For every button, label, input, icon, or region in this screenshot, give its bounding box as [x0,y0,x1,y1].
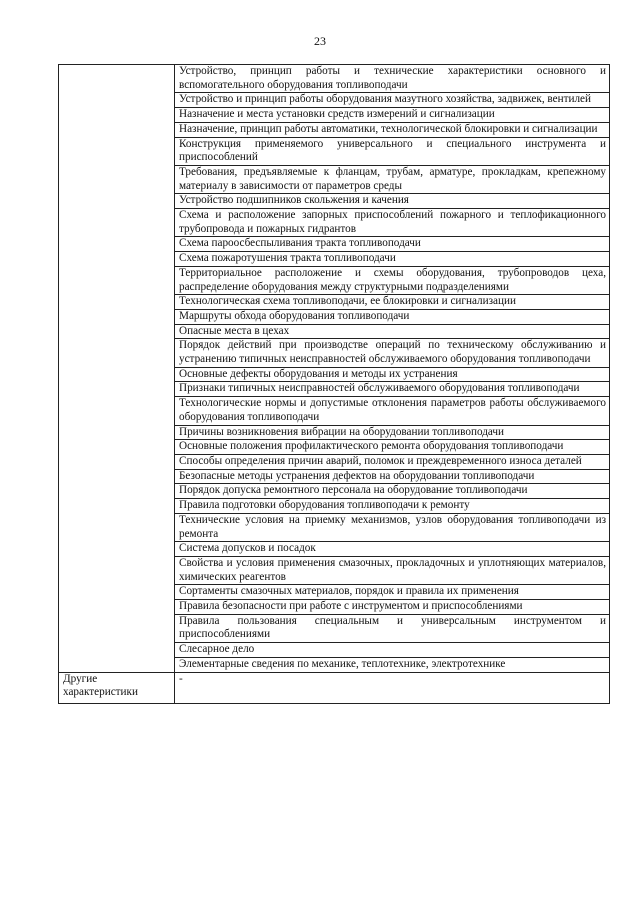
requirements-table-body [59,65,610,673]
table-cell-item: Признаки типичных неисправностей обслуживаемого оборудования топливоподачи [175,382,610,397]
table-cell-item: Система допусков и посадок [175,542,610,557]
other-characteristics-value: - [175,672,610,703]
table-cell-item: Правила пользования специальным и универсальным инструментом и приспособлениями [175,614,610,642]
table-cell-item: Маршруты обхода оборудования топливоподачи [175,309,610,324]
table-cell-item: Слесарное дело [175,643,610,658]
table-cell-item: Порядок допуска ремонтного персонала на оборудование топливоподачи [175,484,610,499]
table-cell-item: Схема и расположение запорных приспособлений пожарного и теплофикационного трубопровода и пожарных гидрантов [175,209,610,237]
table-cell-item: Схема пожаротушения тракта топливоподачи [175,252,610,267]
table-row-other [59,672,610,703]
table-cell-item: Назначение и места установки средств измерений и сигнализации [175,108,610,123]
table-cell-item: Основные положения профилактического ремонта оборудования топливоподачи [175,440,610,455]
page-number: 23 [314,34,326,48]
table-cell-item: Конструкция применяемого универсального и специального инструмента и приспособлений [175,137,610,165]
table-cell-item: Устройство подшипников скольжения и качения [175,194,610,209]
table-cell-item: Технологические нормы и допустимые отклонения параметров работы обслуживаемого оборудования топливоподачи [175,397,610,425]
other-characteristics-label: Другие характеристики [59,672,175,703]
table-cell-item: Порядок действий при производстве операций по техническому обслуживанию и устранению типичных неисправностей обслуживаемого оборудования топливоподачи [175,339,610,367]
table-cell-item: Основные дефекты оборудования и методы их устранения [175,367,610,382]
table-cell-item: Сортаменты смазочных материалов, порядок и правила их применения [175,585,610,600]
table-cell-item: Требования, предъявляемые к фланцам, трубам, арматуре, прокладкам, крепежному материалу в зависимости от параметров среды [175,165,610,193]
table-cell-item: Технологическая схема топливоподачи, ее блокировки и сигнализации [175,295,610,310]
table-cell-item: Способы определения причин аварий, поломок и преждевременного износа деталей [175,454,610,469]
table-cell-item: Устройство и принцип работы оборудования мазутного хозяйства, задвижек, вентилей [175,93,610,108]
table-cell-item: Назначение, принцип работы автоматики, технологической блокировки и сигнализации [175,122,610,137]
table-cell-item: Свойства и условия применения смазочных, прокладочных и уплотняющих материалов, химических реагентов [175,556,610,584]
table-cell-item: Устройство, принцип работы и технические характеристики основного и вспомогательного оборудования топливоподачи [175,65,610,93]
table-cell-item: Опасные места в цехах [175,324,610,339]
table-cell-item: Правила подготовки оборудования топливоподачи к ремонту [175,499,610,514]
table-cell-item: Технические условия на приемку механизмов, узлов оборудования топливоподачи из ремонта [175,513,610,541]
table-row [59,65,610,93]
table-cell-item: Схема пароосбеспыливания тракта топливоподачи [175,237,610,252]
empty-label-cell [59,65,175,673]
table-cell-item: Правила безопасности при работе с инструментом и приспособлениями [175,600,610,615]
requirements-table [58,64,610,704]
table-cell-item: Территориальное расположение и схемы оборудования, трубопроводов цеха, распределение оборудования между структурными подразделениями [175,266,610,294]
table-cell-item: Причины возникновения вибрации на оборудовании топливоподачи [175,425,610,440]
table-cell-item: Безопасные методы устранения дефектов на оборудовании топливоподачи [175,469,610,484]
table-cell-item: Элементарные сведения по механике, теплотехнике, электротехнике [175,657,610,672]
